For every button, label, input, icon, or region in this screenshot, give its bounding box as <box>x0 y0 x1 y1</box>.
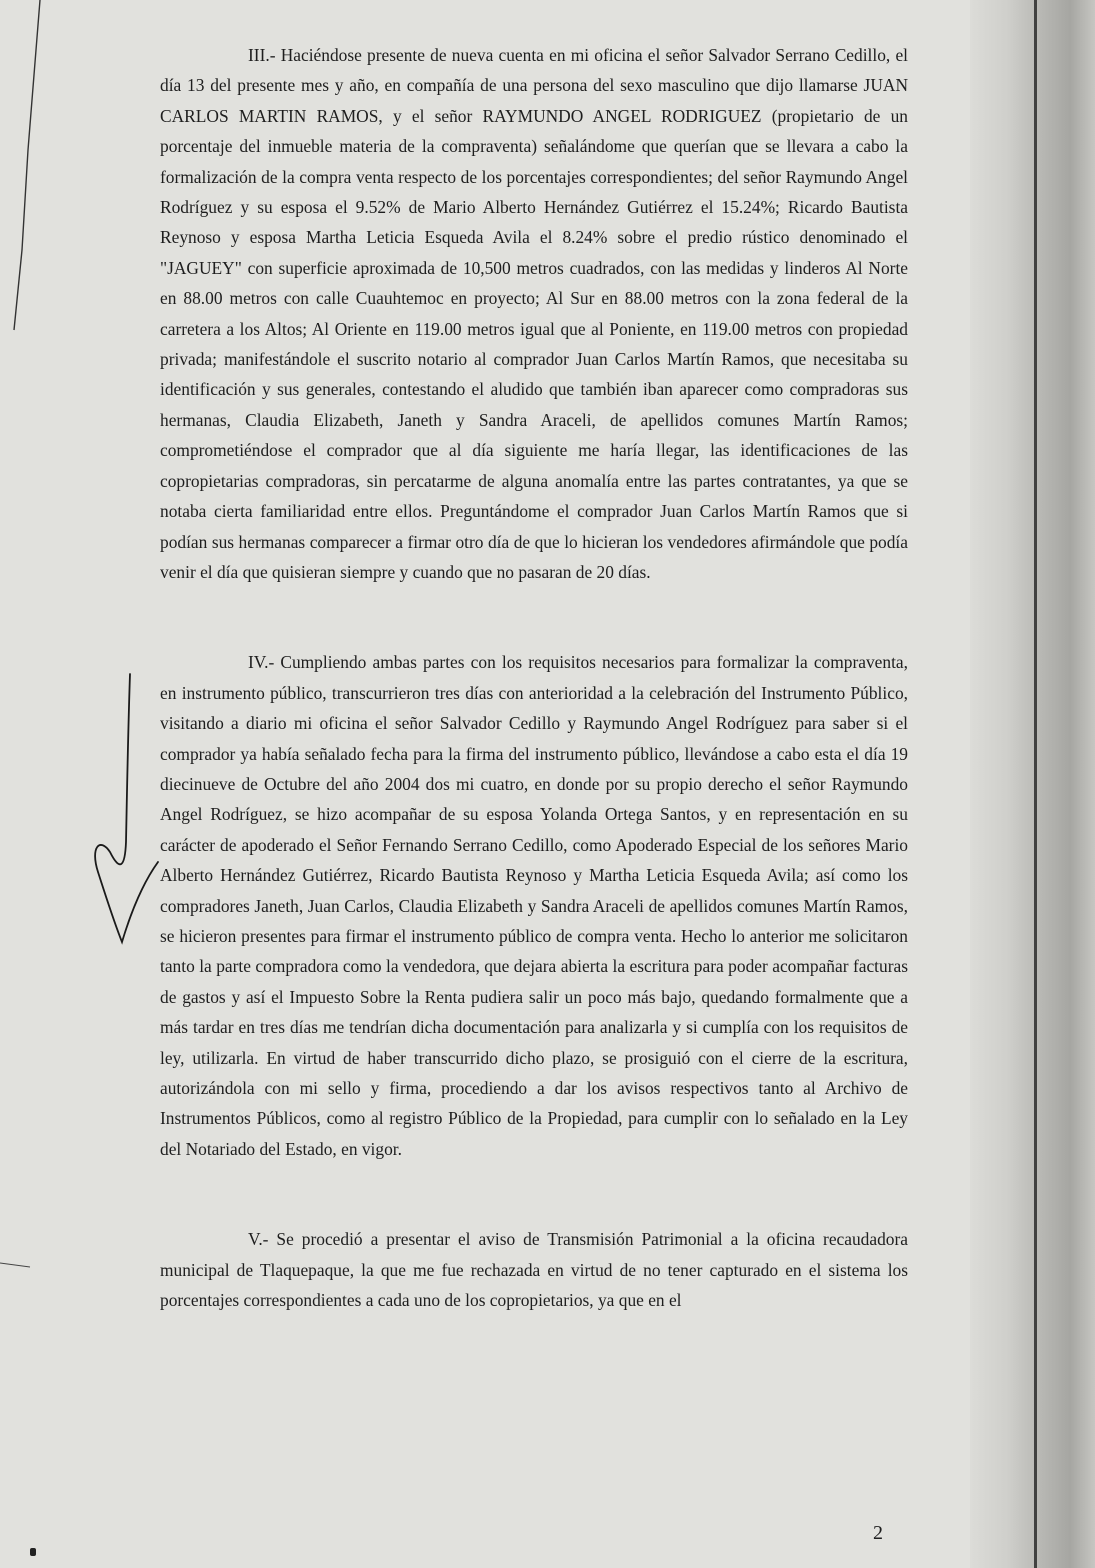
paragraph-iii: III.- Haciéndose presente de nueva cuenta en mi oficina el señor Salvador Serrano Cedillo, el día 13 del presente mes y año, en compañía de una persona del sexo masculino que dijo llamarse JUAN CARLOS MARTIN RAMOS, y el señor RAYMUNDO ANGEL RODRIGUEZ (propietario de un porcentaje del inmueble materia de la compraventa) señalándome que querían que se llevara a cabo la formalización de la compra venta respecto de los porcentajes correspondientes; del señor Raymundo Angel Rodríguez y su esposa el 9.52% de Mario Alberto Hernández Gutiérrez el 15.24%; Ricardo Bautista Reynoso y esposa Martha Leticia Esqueda Avila el 8.24% sobre el predio rústico denominado el "JAGUEY" con superficie aproximada de 10,500 metros cuadrados, con las medidas y linderos Al Norte en 88.00 metros con calle Cuauhtemoc en proyecto; Al Sur en 88.00 metros con la zona federal de la carretera a los Altos; Al Oriente en 119.00 metros igual que al Poniente, en 119.00 metros con propiedad privada; manifestándole el suscrito notario al comprador Juan Carlos Martín Ramos, que necesitaba su identificación y sus generales, contestando el aludido que también iban aparecer como compradoras sus hermanas, Claudia Elizabeth, Janeth y Sandra Araceli, de apellidos comunes Martín Ramos; comprometiéndose el comprador que al día siguiente me haría llegar, las identificaciones de las copropietarias compradoras, sin percatarme de alguna anomalía entre las partes contratantes, ya que se notaba cierta familiaridad entre ellos. Preguntándome el comprador Juan Carlos Martín Ramos que si podían sus hermanas comparecer a firmar otro día de que lo hicieran los vendedores afirmándole que podía venir el día que quisieran siempre y cuando que no pasaran de 20 días. <box>160 45 908 582</box>
document-body <box>160 40 908 1315</box>
page-number: 2 <box>873 1522 883 1544</box>
scan-binding-line <box>1034 0 1037 1568</box>
margin-tick-mark <box>0 1262 40 1268</box>
paragraph-v: V.- Se procedió a presentar el aviso de Transmisión Patrimonial a la oficina recaudadora municipal de Tlaquepaque, la que me fue rechazada en virtud de no tener capturado en el sistema los porcentajes correspondientes a cada uno de los copropietarios, ya que en el <box>160 1229 908 1311</box>
scan-shadow-edge <box>970 0 1095 1568</box>
handwritten-margin-mark <box>80 672 170 962</box>
margin-line-mark <box>0 0 60 360</box>
paragraph-iv: IV.- Cumpliendo ambas partes con los requisitos necesarios para formalizar la compraventa, en instrumento público, transcurrieron tres días con anterioridad a la celebración del Instrumento Público, visitando a diario mi oficina el señor Salvador Cedillo y Raymundo Angel Rodríguez para saber si el comprador ya había señalado fecha para la firma del instrumento público, llevándose a cabo esta el día 19 diecinueve de Octubre del año 2004 dos mi cuatro, en donde por su propio derecho el señor Raymundo Angel Rodríguez, se hizo acompañar de su esposa Yolanda Ortega Santos, y en representación en su carácter de apoderado el Señor Fernando Serrano Cedillo, como Apoderado Especial de los señores Mario Alberto Hernández Gutiérrez, Ricardo Bautista Reynoso y Martha Leticia Esqueda Avila; así como los compradores Janeth, Juan Carlos, Claudia Elizabeth y Sandra Araceli de apellidos comunes Martín Ramos, se hicieron presentes para firmar el instrumento público de compra venta. Hecho lo anterior me solicitaron tanto la parte compradora como la vendedora, que dejara abierta la escritura para poder acompañar facturas de gastos y así el Impuesto Sobre la Renta pudiera salir un poco más bajo, quedando formalmente que a más tardar en tres días me tendrían dicha documentación para analizarla y si cumplía con los requisitos de ley, utilizarla. En virtud de haber transcurrido dicho plazo, se prosiguió con el cierre de la escritura, autorizándola con mi sello y firma, procediendo a dar los avisos respectivos tanto al Archivo de Instrumentos Públicos, como al registro Público de la Propiedad, para cumplir con lo señalado en la Ley del Notariado del Estado, en vigor. <box>160 652 908 1159</box>
scan-dot-mark <box>30 1548 36 1556</box>
